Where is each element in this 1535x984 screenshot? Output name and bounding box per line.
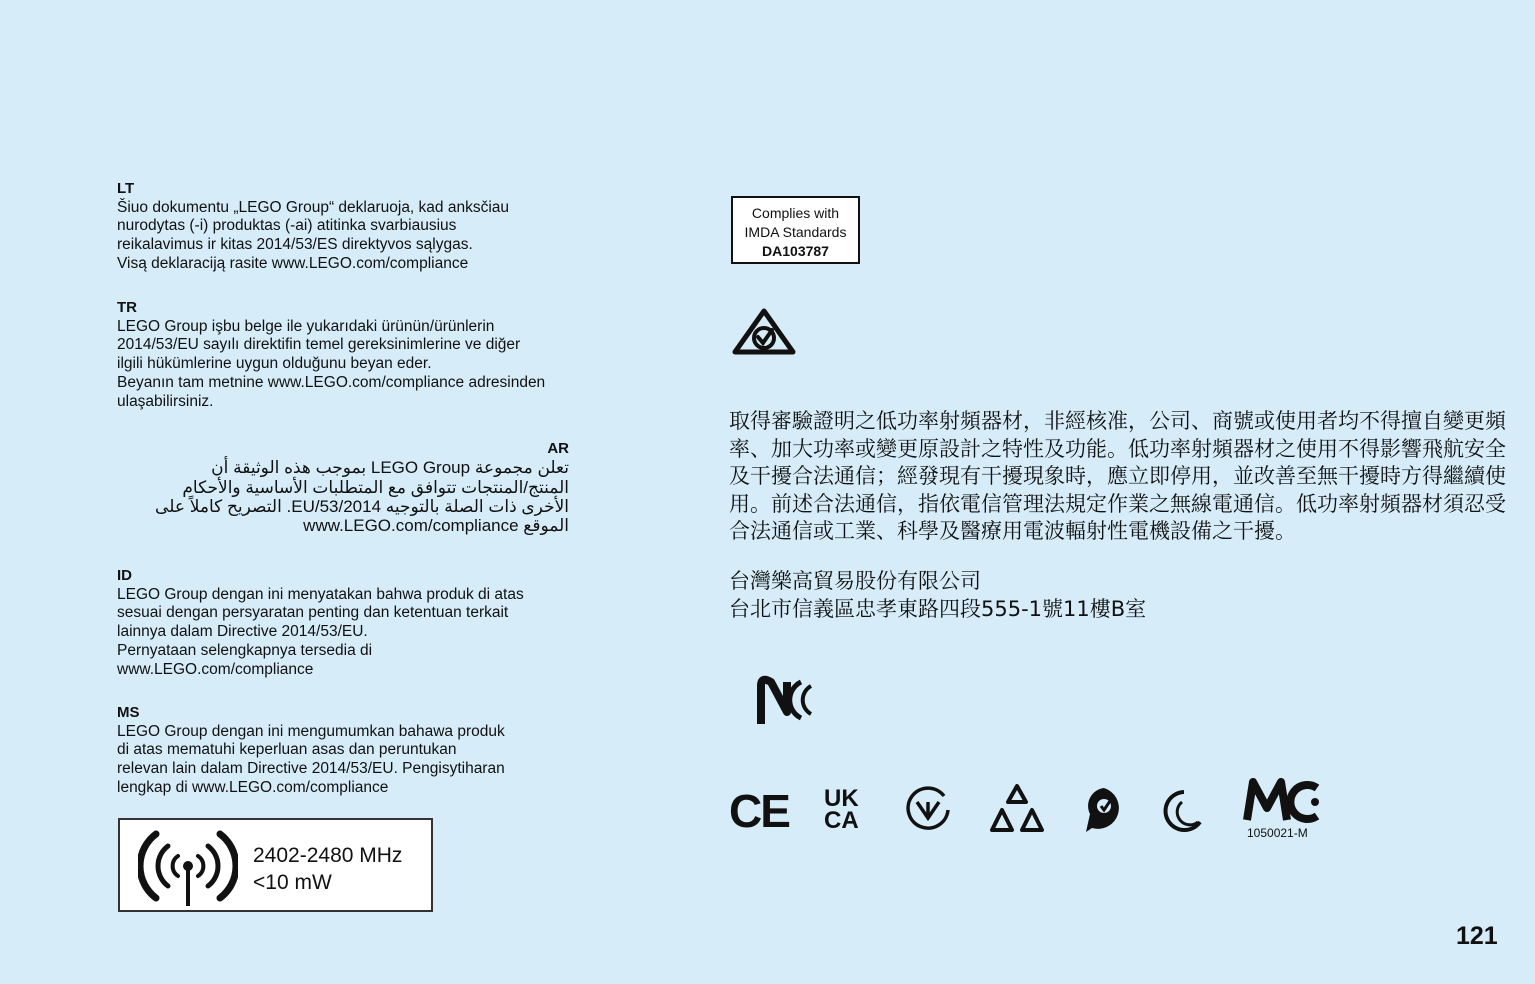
section-ms <box>117 704 587 798</box>
lang-code-ar: AR <box>547 440 569 457</box>
section-id <box>117 567 587 679</box>
ms-text: LEGO Group dengan ini mengumumkan bahawa produk di atas mematuhi keperluan asas dan peruntukan relevan lain dalam Directive 2014/53/EU. Pengisytiharan lengkap di www.LEGO.com/compliance <box>117 722 505 796</box>
section-lt <box>117 180 587 274</box>
page-number: 121 <box>1456 922 1498 950</box>
lt-text: Šiuo dokumentu „LEGO Group“ deklaruoja, kad anksčiau nurodytas (-i) produktas (-ai) atitinka svarbiausius reikalavimus ir kitas 2014/53/ES direktyvos sąlygas. Visą deklaraciją rasite www.LEGO.com/compliance <box>117 198 510 272</box>
radio-power: <10 mW <box>253 871 332 894</box>
imda-compliance-box <box>731 196 860 264</box>
ukrsepro-mark-icon <box>904 784 952 834</box>
mc-registration-code: 1050021-M <box>1247 826 1308 840</box>
lang-code-tr: TR <box>117 299 137 316</box>
taiwan-ncc-notice: 取得審驗證明之低功率射頻器材，非經核准，公司、商號或使用者均不得擅自變更頻率、加大功率或變更原設計之特性及功能。低功率射頻器材之使用不得影響飛航安全及干擾合法通信；經發現有干擾現象時，應立即停用，並改善至無干擾時方得繼續使用。前述合法通信，指依電信管理法規定作業之無線電通信。低功率射頻器材須忍受合法通信或工業、科學及醫療用電波輻射性電機設備之干擾。 <box>729 409 1506 543</box>
taiwan-company-name: 台灣樂高貿易股份有限公司 <box>729 569 981 593</box>
crescent-mark-icon <box>1160 788 1204 834</box>
lang-code-ms: MS <box>117 704 140 721</box>
lang-code-lt: LT <box>117 180 135 197</box>
imda-line2: IMDA Standards <box>744 224 847 240</box>
section-tr <box>117 299 597 411</box>
radio-specs <box>253 842 402 896</box>
taiwan-company-info <box>729 568 1329 623</box>
triangle-mark-icon <box>988 784 1046 834</box>
lang-code-id: ID <box>117 567 132 584</box>
id-text: LEGO Group dengan ini menyatakan bahwa produk di atas sesuai dengan persyaratan penting dan ketentuan terkait lainnya dalam Directive 2014/53/EU. Pernyataan selengkapnya tersedia di www.LEGO.com/compliance <box>117 585 524 678</box>
imda-code: DA103787 <box>762 243 829 259</box>
ar-text: تعلن مجموعة LEGO Group بموجب هذه الوثيقة أن المنتج/المنتجات تتوافق مع المتطلبات الأساسية والأحكام الأخرى ذات الصلة بالتوجيه EU/53/2014. التصريح كاملاً على الموقع www.LEGO.com/compliance <box>155 458 569 536</box>
certification-leaf-icon <box>1082 784 1122 834</box>
radio-frequency: 2402-2480 MHz <box>253 844 403 867</box>
radio-waves-icon <box>138 824 238 908</box>
ncc-mark-icon <box>757 672 817 728</box>
ce-mark-icon: CE <box>729 785 789 837</box>
imda-line1: Complies with <box>751 205 840 221</box>
ukca-top: UK <box>824 785 859 812</box>
mc-mark-icon <box>1243 778 1323 824</box>
tr-text: LEGO Group işbu belge ile yukarıdaki ürünün/ürünlerin 2014/53/EU sayılı direktifin temel gereksinimlerine ve diğer ilgili hükümlerine uygun olduğunu beyan eder. Beyanın tam metnine www.LEGO.com/compliance adresinden ulaşabilirsiniz. <box>117 317 546 410</box>
ukca-mark-icon <box>824 785 859 834</box>
taiwan-company-address: 台北市信義區忠孝東路四段555-1號11樓B室 <box>729 596 1147 621</box>
section-ar <box>117 439 569 535</box>
rcm-mark-icon <box>731 307 797 357</box>
radio-frequency-box <box>118 818 433 912</box>
ukca-bottom: CA <box>824 807 859 834</box>
